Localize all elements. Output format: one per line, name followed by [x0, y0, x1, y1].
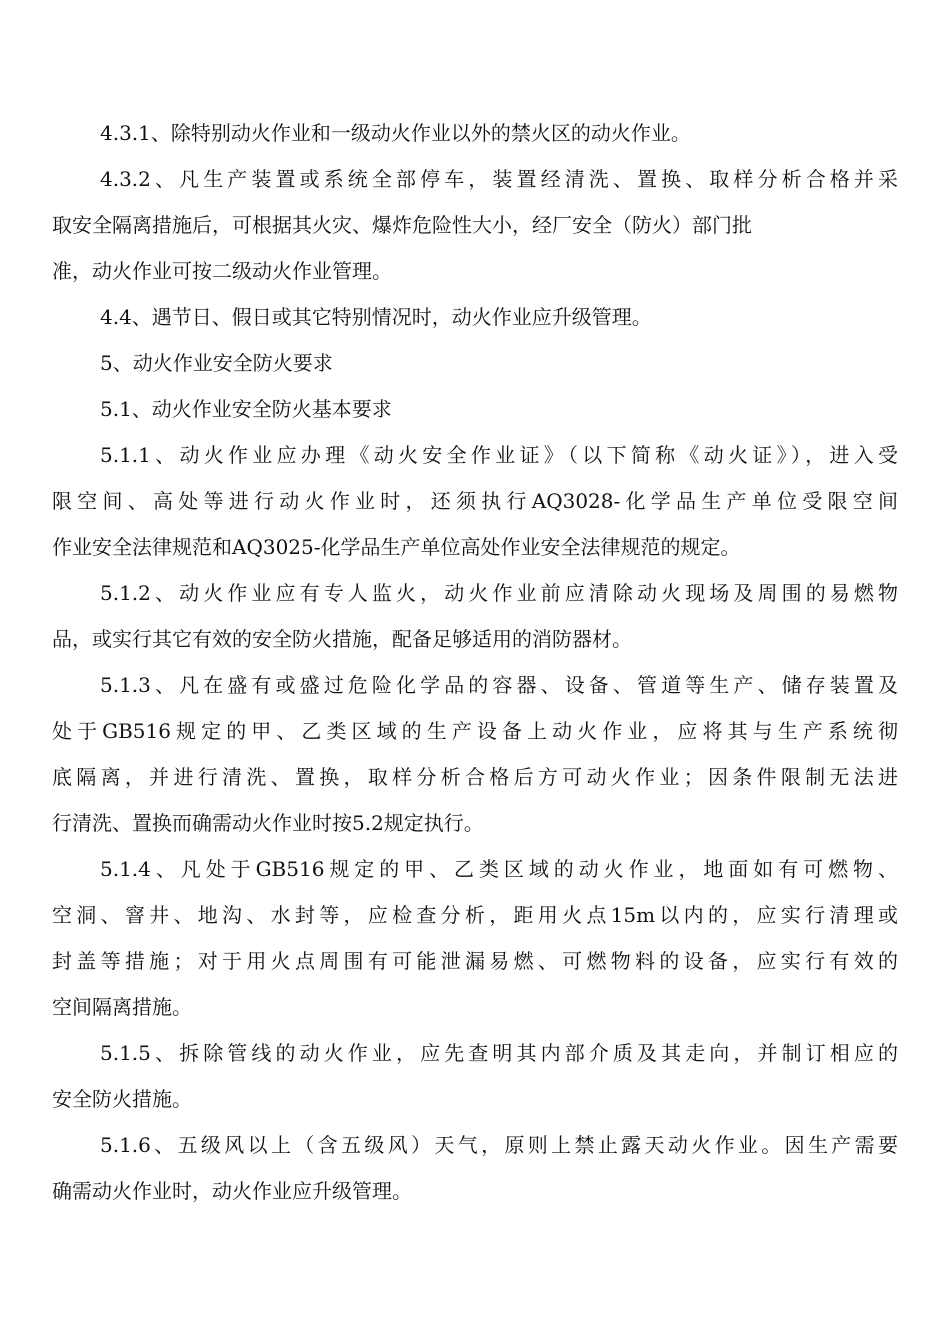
paragraph-line: 空洞、窨井、地沟、水封等，应检查分析，距用火点15m以内的，应实行清理或	[52, 903, 898, 927]
paragraph-line: 安全防火措施。	[52, 1087, 192, 1111]
paragraph-line: 5.1.6、五级风以上（含五级风）天气，原则上禁止露天动火作业。因生产需要	[100, 1133, 898, 1157]
paragraph-line: 5.1.1、动火作业应办理《动火安全作业证》（以下简称《动火证》），进入受	[100, 443, 898, 467]
paragraph-4-3-2	[52, 156, 898, 294]
section-heading-5-1	[52, 386, 898, 432]
section-heading-5	[52, 340, 898, 386]
paragraph-4-4	[52, 294, 898, 340]
paragraph-line: 4.3.2、凡生产装置或系统全部停车，装置经清洗、置换、取样分析合格并采	[100, 167, 898, 191]
paragraph-line: 行清洗、置换而确需动火作业时按5.2规定执行。	[52, 811, 484, 835]
paragraph-5-1-4	[52, 846, 898, 1030]
paragraph-5-1-2	[52, 570, 898, 662]
paragraph-line: 5.1.2、动火作业应有专人监火，动火作业前应清除动火现场及周围的易燃物	[100, 581, 898, 605]
paragraph-5-1-5	[52, 1030, 898, 1122]
paragraph-line: 处于GB516规定的甲、乙类区域的生产设备上动火作业，应将其与生产系统彻	[52, 719, 898, 743]
paragraph-line: 5.1、动火作业安全防火基本要求	[100, 397, 392, 421]
paragraph-4-3-1	[52, 110, 898, 156]
paragraph-line: 品，或实行其它有效的安全防火措施，配备足够适用的消防器材。	[52, 627, 632, 651]
paragraph-line: 封盖等措施；对于用火点周围有可能泄漏易燃、可燃物料的设备，应实行有效的	[52, 949, 898, 973]
document-body	[52, 110, 898, 1214]
paragraph-line: 5、动火作业安全防火要求	[100, 351, 333, 375]
paragraph-line: 空间隔离措施。	[52, 995, 192, 1019]
paragraph-line: 5.1.5、拆除管线的动火作业，应先查明其内部介质及其走向，并制订相应的	[100, 1041, 898, 1065]
paragraph-line: 限空间、高处等进行动火作业时，还须执行AQ3028-化学品生产单位受限空间	[52, 489, 898, 513]
paragraph-5-1-3	[52, 662, 898, 846]
paragraph-line: 准，动火作业可按二级动火作业管理。	[52, 259, 392, 283]
paragraph-line: 底隔离，并进行清洗、置换，取样分析合格后方可动火作业；因条件限制无法进	[52, 765, 898, 789]
paragraph-5-1-1	[52, 432, 898, 570]
paragraph-line: 取安全隔离措施后，可根据其火灾、爆炸危险性大小，经厂安全（防火）部门批	[52, 213, 752, 237]
paragraph-line: 5.1.3、凡在盛有或盛过危险化学品的容器、设备、管道等生产、储存装置及	[100, 673, 898, 697]
paragraph-line: 5.1.4、凡处于GB516规定的甲、乙类区域的动火作业，地面如有可燃物、	[100, 857, 898, 881]
paragraph-line: 4.4、遇节日、假日或其它特别情况时，动火作业应升级管理。	[100, 305, 652, 329]
paragraph-line: 确需动火作业时，动火作业应升级管理。	[52, 1179, 412, 1203]
paragraph-line: 4.3.1、除特别动火作业和一级动火作业以外的禁火区的动火作业。	[100, 121, 691, 145]
paragraph-line: 作业安全法律规范和AQ3025-化学品生产单位高处作业安全法律规范的规定。	[52, 535, 741, 559]
paragraph-5-1-6	[52, 1122, 898, 1214]
